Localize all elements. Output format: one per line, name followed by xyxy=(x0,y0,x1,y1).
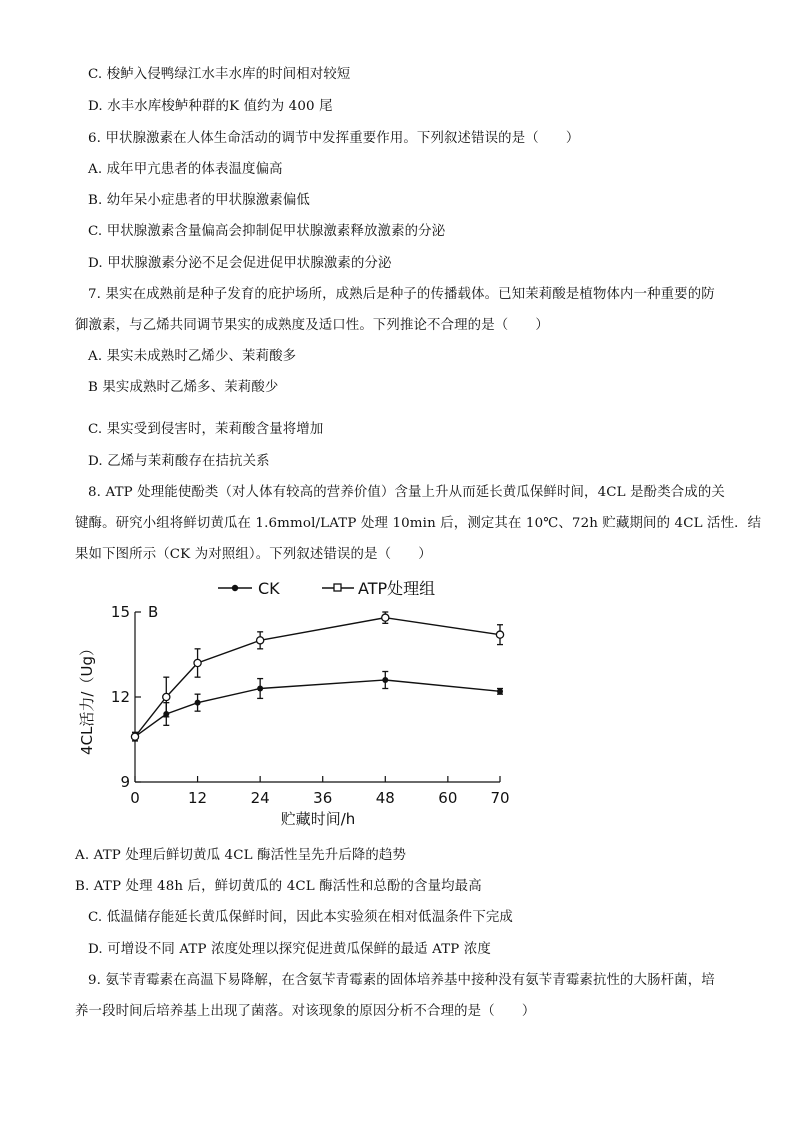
legend-atp-label: ATP处理组 xyxy=(358,579,436,598)
legend-atp-marker xyxy=(334,584,341,591)
question-7-stem-1: 7. 果实在成熟前是种子发育的庇护场所，成熟后是种子的传播载体。已知茉莉酸是植物体内一种重要的防 xyxy=(88,287,715,302)
x-tick-label: 12 xyxy=(188,789,208,807)
question-9-stem-1: 9. 氨苄青霉素在高温下易降解，在含氨苄青霉素的固体培养基中接种没有氨苄青霉素抗性的大肠杆菌，培 xyxy=(88,973,715,988)
question-8-stem-3: 果如下图所示（CK 为对照组）。下列叙述错误的是（ ） xyxy=(75,547,432,562)
x-tick-label: 0 xyxy=(130,789,140,807)
option-5d: D. 水丰水库梭鲈种群的K 值约为 400 尾 xyxy=(88,99,333,114)
legend-ck-marker xyxy=(232,585,238,591)
option-8c: C. 低温储存能延长黄瓜保鲜时间，因此本实验须在相对低温条件下完成 xyxy=(88,910,513,925)
question-9-stem-2: 养一段时间后培养基上出现了菌落。对该现象的原因分析不合理的是（ ） xyxy=(75,1004,536,1019)
option-6c: C. 甲状腺激素含量偏高会抑制促甲状腺激素释放激素的分泌 xyxy=(88,224,446,239)
question-6-stem: 6. 甲状腺激素在人体生命活动的调节中发挥重要作用。下列叙述错误的是（ ） xyxy=(88,131,580,146)
y-axis-label: 4CL活力/（Ug） xyxy=(78,641,96,755)
plot-area xyxy=(131,612,503,741)
x-tick-label: 48 xyxy=(375,789,395,807)
option-7d: D. 乙烯与茉莉酸存在拮抗关系 xyxy=(88,454,270,469)
option-8d: D. 可增设不同 ATP 浓度处理以探究促进黄瓜保鲜的最适 ATP 浓度 xyxy=(88,942,491,957)
x-axis-label: 贮藏时间/h xyxy=(280,810,356,828)
panel-label: B xyxy=(148,603,159,621)
y-tick-label: 15 xyxy=(110,603,130,621)
y-tick-label: 9 xyxy=(120,773,130,791)
enzyme-activity-chart xyxy=(70,572,520,834)
data-point-atp xyxy=(194,659,201,666)
question-8-stem-2: 键酶。研究小组将鲜切黄瓜在 1.6mmol/LATP 处理 10min 后，测定其在 10℃、72h 贮藏期间的 4CL 活性．结 xyxy=(75,516,762,531)
legend-ck-label: CK xyxy=(258,579,280,598)
option-6a: A. 成年甲亢患者的体表温度偏高 xyxy=(88,162,283,177)
series-line-ck xyxy=(135,680,500,737)
option-6d: D. 甲状腺激素分泌不足会促进促甲状腺激素的分泌 xyxy=(88,256,392,271)
option-8a: A. ATP 处理后鲜切黄瓜 4CL 酶活性呈先升后降的趋势 xyxy=(75,848,407,863)
x-tick-label: 70 xyxy=(490,789,510,807)
x-tick-label: 60 xyxy=(438,789,458,807)
data-point-ck xyxy=(257,686,263,692)
legend xyxy=(218,579,435,598)
data-point-ck xyxy=(497,688,503,694)
data-point-atp xyxy=(382,614,389,621)
option-7b: B 果实成熟时乙烯多、茉莉酸少 xyxy=(88,380,279,395)
question-7-stem-2: 御激素，与乙烯共同调节果实的成熟度及适口性。下列推论不合理的是（ ） xyxy=(75,318,549,333)
option-7a: A. 果实未成熟时乙烯少、茉莉酸多 xyxy=(88,349,297,364)
data-point-atp xyxy=(496,631,503,638)
x-tick-label: 36 xyxy=(313,789,333,807)
question-8-stem-1: 8. ATP 处理能使酚类（对人体有较高的营养价值）含量上升从而延长黄瓜保鲜时间，4CL 是酚类合成的关 xyxy=(88,485,725,500)
data-point-ck xyxy=(382,677,388,683)
x-axis-ticks xyxy=(130,776,509,807)
option-7c: C. 果实受到侵害时，茉莉酸含量将增加 xyxy=(88,422,324,437)
data-point-atp xyxy=(257,637,264,644)
y-tick-label: 12 xyxy=(110,688,130,706)
data-point-atp xyxy=(163,693,170,700)
option-5c: C. 梭鲈入侵鸭绿江水丰水库的时间相对较短 xyxy=(88,67,351,82)
series-line-atp xyxy=(135,618,500,737)
data-point-atp xyxy=(131,733,138,740)
option-8b: B. ATP 处理 48h 后，鲜切黄瓜的 4CL 酶活性和总酚的含量均最高 xyxy=(75,879,482,894)
option-6b: B. 幼年呆小症患者的甲状腺激素偏低 xyxy=(88,193,310,208)
y-axis-ticks xyxy=(111,603,141,791)
x-tick-label: 24 xyxy=(250,789,270,807)
data-point-ck xyxy=(195,700,201,706)
